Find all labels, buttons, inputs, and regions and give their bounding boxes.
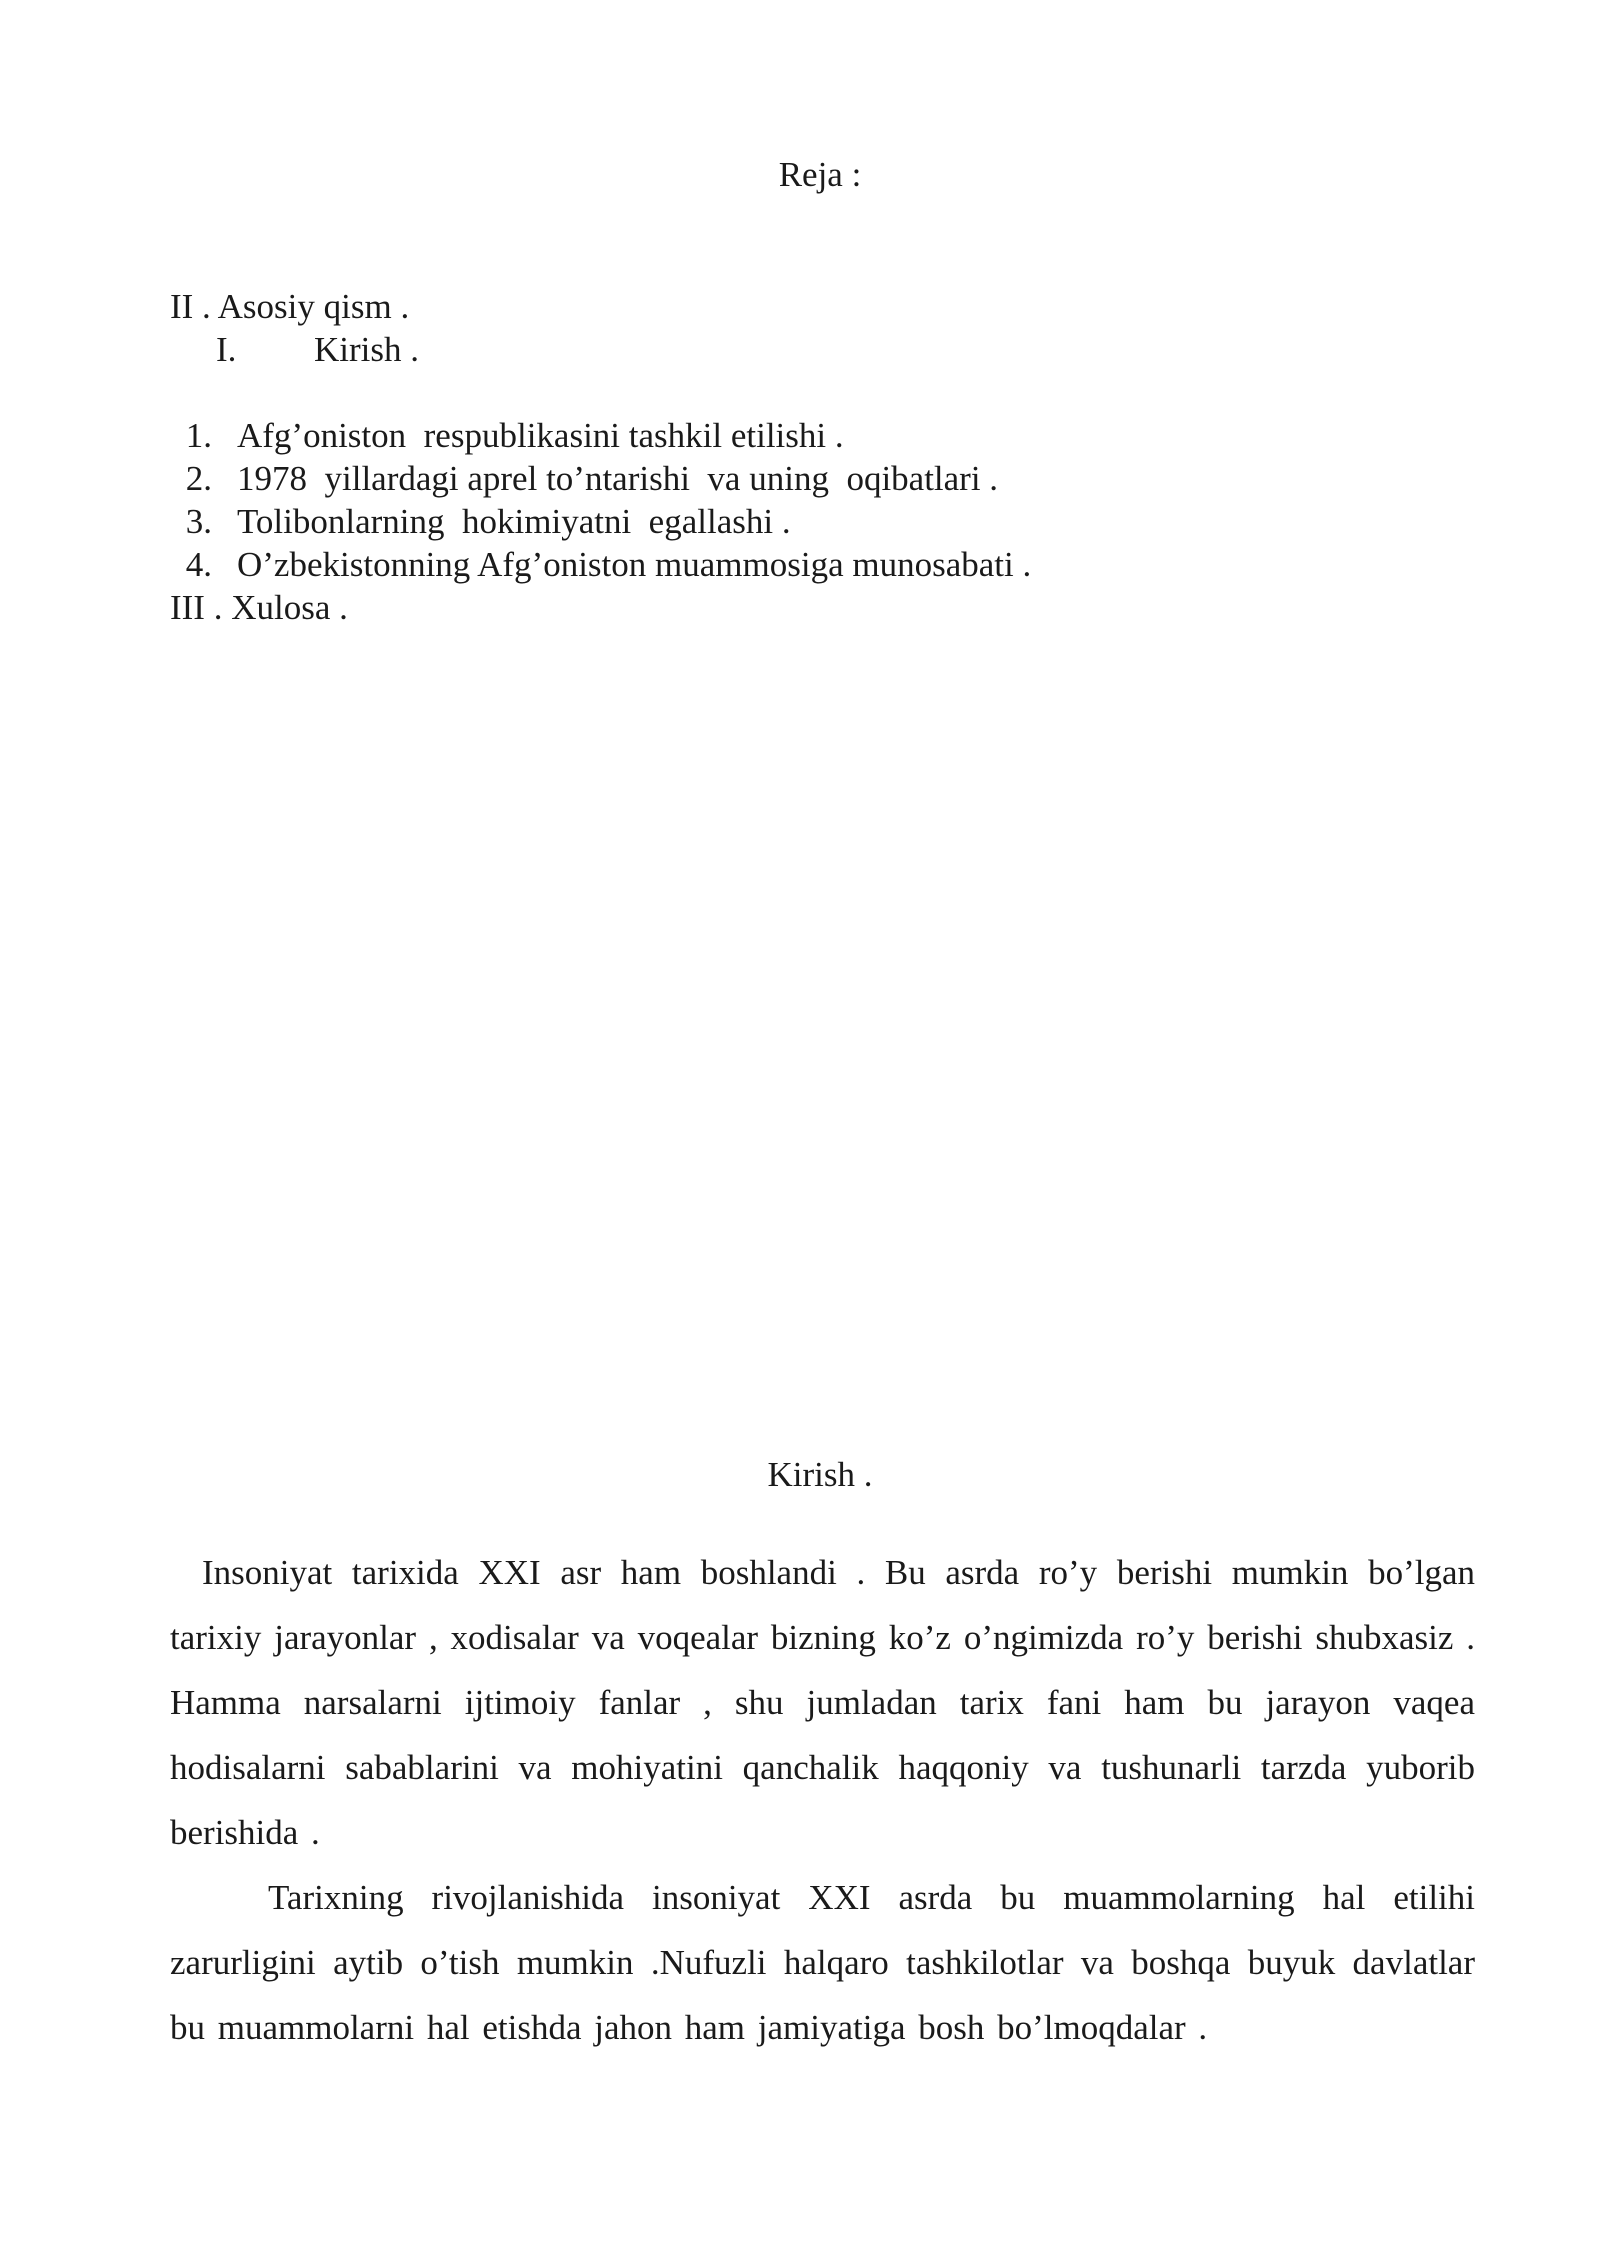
list-item-number: 1. [185,416,212,455]
section-main-heading: II . Asosiy qism . [170,287,410,326]
intro-body [170,1540,1475,2060]
list-item-number: 3. [185,502,212,541]
intro-title: Kirish . [767,1455,873,1494]
conclusion-heading: III . Xulosa . [170,588,348,627]
list-item: Tolibonlarning hokimiyatni egallashi . [237,502,791,541]
intro-paragraph: Insoniyat tarixida XXI asr ham boshlandi . Bu asrda ro’y berishi mumkin bo’lgan tarixiy jarayonlar , xodisalar va voqealar bizning ko’z o’ngimizda ro’y berishi shubxasiz . Hamma narsalarni ijtimoiy fanlar , shu jumladan tarix fani ham bu jarayon vaqea hodisalarni sabablarini va mohiyatini qanchalik haqqoniy va tushunarli tarzda yuborib berishida . [170,1553,1475,1852]
list-item: O’zbekistonning Afg’oniston muammosiga munosabati . [237,545,1032,584]
list-item-number: 2. [185,459,212,498]
list-item-number: 4. [185,545,212,584]
intro-roman-numeral: I. [216,330,237,369]
plan-title: Reja : [778,155,862,194]
list-item: Afg’oniston respublikasini tashkil etilishi . [237,416,844,455]
intro-plan-item: Kirish . [314,330,419,369]
intro-paragraph: Tarixning rivojlanishida insoniyat XXI asrda bu muammolarning hal etilihi zarurligini aytib o’tish mumkin .Nufuzli halqaro tashkilotlar va boshqa buyuk davlatlar bu muammolarni hal etishda jahon ham jamiyatiga bosh bo’lmoqdalar . [170,1878,1475,2047]
list-item: 1978 yillardagi aprel to’ntarishi va uning oqibatlari . [237,459,999,498]
